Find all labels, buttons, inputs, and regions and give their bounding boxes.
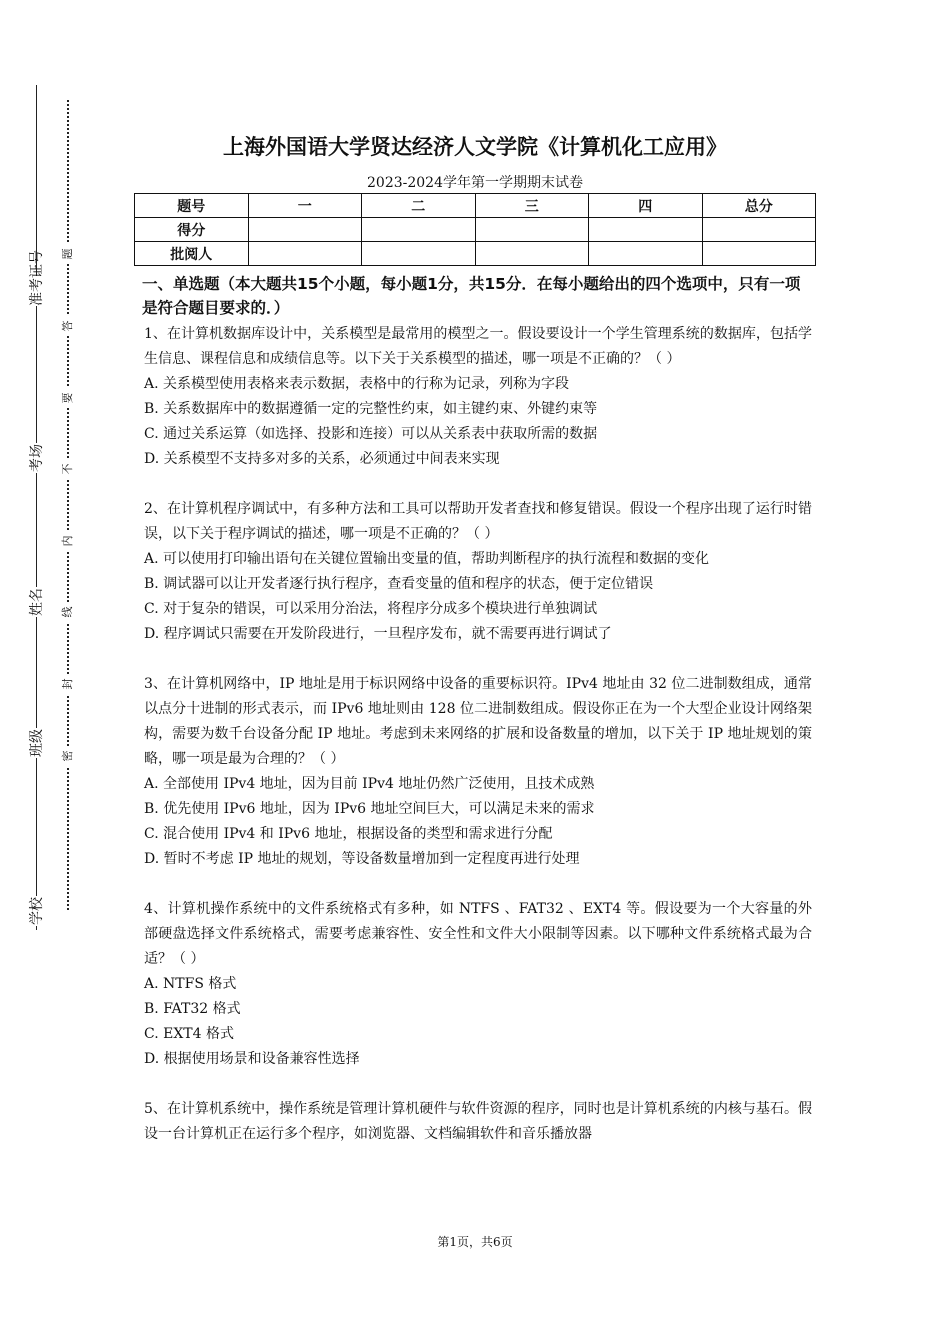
- option-d: D. 根据使用场景和设备兼容性选择: [144, 1051, 360, 1067]
- score-cell[interactable]: [475, 218, 589, 242]
- question-4: [144, 897, 812, 1072]
- seal-char: 密: [60, 746, 76, 766]
- option-c: C. 混合使用 IPv4 和 IPv6 地址，根据设备的类型和需求进行分配: [144, 826, 553, 842]
- score-cell[interactable]: [702, 218, 816, 242]
- option-b: B. FAT32 格式: [144, 1001, 241, 1017]
- option-b: B. 关系数据库中的数据遵循一定的完整性约束，如主键约束、外键约束等: [144, 401, 598, 417]
- seal-char: 题: [60, 244, 76, 264]
- option-a: A. 全部使用 IPv4 地址，因为目前 IPv4 地址仍然广泛使用，且技术成熟: [144, 776, 595, 792]
- seal-char: 要: [60, 388, 76, 408]
- grader-cell[interactable]: [248, 242, 362, 266]
- exam-room-label: 考场: [29, 444, 45, 472]
- option-d: D. 程序调试只需要在开发阶段进行，一旦程序发布，就不需要再进行调试了: [144, 626, 612, 642]
- exam-subtitle: 2023-2024学年第一学期期末试卷: [367, 175, 583, 191]
- question-5: [144, 1097, 812, 1147]
- school-label: 学校: [29, 897, 45, 925]
- page-number: 第1页，共6页: [437, 1235, 513, 1249]
- score-header-cell: 四: [589, 194, 703, 218]
- question-1: [144, 322, 812, 472]
- score-header-cell: 二: [362, 194, 476, 218]
- option-c: C. 对于复杂的错误，可以采用分治法，将程序分成多个模块进行单独调试: [144, 601, 598, 617]
- exam-number-label: 准考证号: [29, 250, 45, 306]
- question-stem: 1、在计算机数据库设计中，关系模型是最常用的模型之一。假设要设计一个学生管理系统的数据库，包括学生信息、课程信息和成绩信息等。以下关于关系模型的描述，哪一项是不正确的？（ ）: [144, 326, 812, 367]
- grader-row-label: 批阅人: [135, 242, 249, 266]
- grader-cell[interactable]: [475, 242, 589, 266]
- option-b: B. 优先使用 IPv6 地址，因为 IPv6 地址空间巨大，可以满足未来的需求: [144, 801, 595, 817]
- student-name-label: 姓名: [29, 588, 45, 616]
- score-row: [135, 218, 816, 242]
- score-header-cell: 总分: [702, 194, 816, 218]
- seal-char: 线: [60, 602, 76, 622]
- score-table-header-row: [135, 194, 816, 218]
- seal-char: 不: [60, 459, 76, 479]
- option-c: C. 通过关系运算（如选择、投影和连接）可以从关系表中获取所需的数据: [144, 426, 598, 442]
- score-header-cell: 题号: [135, 194, 249, 218]
- score-row-label: 得分: [135, 218, 249, 242]
- question-2: [144, 497, 812, 647]
- question-stem: 4、计算机操作系统中的文件系统格式有多种，如 NTFS 、FAT32 、EXT4 等。假设要为一个大容量的外部硬盘选择文件系统格式，需要考虑兼容性、安全性和文件大小限制等因素。以下哪种文件系统格式最为合适？（ ）: [144, 901, 812, 967]
- score-cell[interactable]: [362, 218, 476, 242]
- question-stem: 2、在计算机程序调试中，有多种方法和工具可以帮助开发者查找和修复错误。假设一个程序出现了运行时错误，以下关于程序调试的描述，哪一项是不正确的？（ ）: [144, 501, 812, 542]
- option-a: A. NTFS 格式: [144, 976, 237, 992]
- seal-char: 封: [60, 674, 76, 694]
- question-stem: 5、在计算机系统中，操作系统是管理计算机硬件与软件资源的程序，同时也是计算机系统的内核与基石。假设一台计算机正在运行多个程序，如浏览器、文档编辑软件和音乐播放器: [144, 1101, 812, 1142]
- option-d: D. 暂时不考虑 IP 地址的规划，等设备数量增加到一定程度再进行处理: [144, 851, 580, 867]
- score-header-cell: 一: [248, 194, 362, 218]
- grader-cell[interactable]: [702, 242, 816, 266]
- question-content: [144, 272, 812, 1172]
- score-cell[interactable]: [248, 218, 362, 242]
- option-d: D. 关系模型不支持多对多的关系，必须通过中间表来实现: [144, 451, 500, 467]
- option-a: A. 可以使用打印输出语句在关键位置输出变量的值，帮助判断程序的执行流程和数据的变化: [144, 551, 710, 567]
- question-3: [144, 672, 812, 872]
- grader-cell[interactable]: [589, 242, 703, 266]
- score-cell[interactable]: [589, 218, 703, 242]
- seal-char: 内: [60, 531, 76, 551]
- grader-cell[interactable]: [362, 242, 476, 266]
- class-label: 班级: [29, 729, 45, 757]
- grader-row: [135, 242, 816, 266]
- binding-line: [36, 85, 37, 930]
- question-stem: 3、在计算机网络中，IP 地址是用于标识网络中设备的重要标识符。IPv4 地址由 32 位二进制数组成，通常以点分十进制的形式表示，而 IPv6 地址则由 128 位二进制数组成。假设你正在为一个大型企业设计网络架构，需要为数千台设备分配 IP 地址。考虑到未来网络的扩展和设备数量的增加，以下关于 IP 地址规划的策略，哪一项是最为合理的？（ ）: [144, 676, 812, 767]
- score-table: [134, 193, 816, 266]
- seal-dotted-line: [67, 100, 69, 910]
- section-title: 一、单选题（本大题共15个小题，每小题1分，共15分．在每小题给出的四个选项中，只有一项是符合题目要求的．）: [142, 275, 801, 317]
- seal-char: 答: [60, 316, 76, 336]
- option-b: B. 调试器可以让开发者逐行执行程序，查看变量的值和程序的状态，便于定位错误: [144, 576, 654, 592]
- option-a: A. 关系模型使用表格来表示数据，表格中的行称为记录，列称为字段: [144, 376, 570, 392]
- exam-title: 上海外国语大学贤达经济人文学院《计算机化工应用》: [223, 135, 727, 159]
- score-header-cell: 三: [475, 194, 589, 218]
- option-c: C. EXT4 格式: [144, 1026, 234, 1042]
